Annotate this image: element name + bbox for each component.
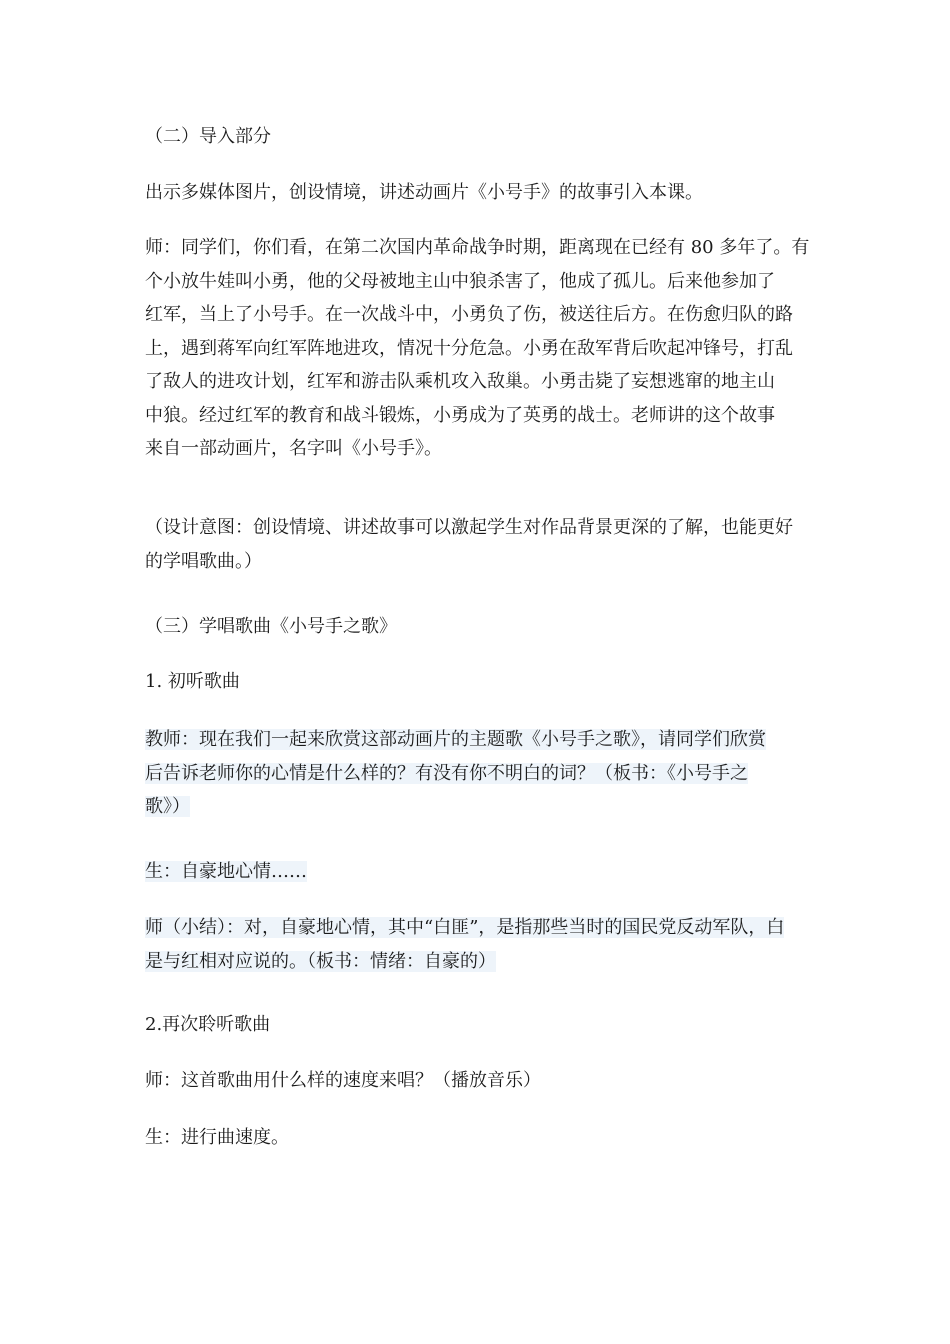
teacher-question-2: 师：这首歌曲用什么样的速度来唱？（播放音乐）: [145, 1070, 541, 1091]
summary-line: 师（小结）：对，自豪地心情，其中“白匪”，是指那些当时的国民党反动军队，白: [145, 917, 785, 938]
teacher-line: 歌》）: [145, 796, 190, 817]
section2-intro: 出示多媒体图片，创设情境，讲述动画片《小号手》的故事引入本课。: [145, 182, 703, 203]
student-answer-1: 生：自豪地心情……: [145, 861, 307, 882]
story-line: 中狼。经过红军的教育和战斗锻炼，小勇成为了英勇的战士。老师讲的这个故事: [145, 404, 775, 426]
story-line: 上，遇到蒋军向红军阵地进攻，情况十分危急。小勇在敌军背后吹起冲锋号，打乱: [145, 337, 793, 359]
teacher-line: 教师：现在我们一起来欣赏这部动画片的主题歌《小号手之歌》，请同学们欣赏: [145, 729, 766, 750]
story-line: 师：同学们，你们看，在第二次国内革命战争时期，距离现在已经有 80 多年了。有: [145, 237, 810, 258]
story-line: 红军，当上了小号手。在一次战斗中，小勇负了伤，被送往后方。在伤愈归队的路: [145, 304, 793, 325]
student-answer-2: 生：进行曲速度。: [145, 1127, 289, 1148]
story-line: 来自一部动画片，名字叫《小号手》。: [145, 438, 442, 459]
section2-heading: （二）导入部分: [145, 126, 271, 147]
story-paragraph: [145, 231, 810, 466]
teacher-line: 后告诉老师你的心情是什么样的？有没有你不明白的词？（板书：《小号手之: [145, 762, 748, 784]
summary-line: 是与红相对应说的。（板书：情绪：自豪的）: [145, 950, 496, 972]
story-line: 了敌人的进攻计划，红军和游击队乘机攻入敌巢。小勇击毙了妄想逃窜的地主山: [145, 371, 775, 392]
step1-heading: 1. 初听歌曲: [145, 671, 240, 692]
story-line: 个小放牛娃叫小勇，他的父母被地主山中狼杀害了，他成了孤儿。后来他参加了: [145, 270, 775, 292]
design-intent-line: （设计意图：创设情境、讲述故事可以激起学生对作品背景更深的了解，也能更好: [145, 517, 793, 538]
design-intent-note: [145, 511, 810, 578]
step2-heading: 2.再次聆听歌曲: [145, 1014, 271, 1035]
design-intent-line: 的学唱歌曲。）: [145, 550, 262, 572]
teacher-summary: [145, 911, 810, 978]
teacher-question-1: [145, 723, 810, 824]
section3-heading: （三）学唱歌曲《小号手之歌》: [145, 616, 397, 637]
